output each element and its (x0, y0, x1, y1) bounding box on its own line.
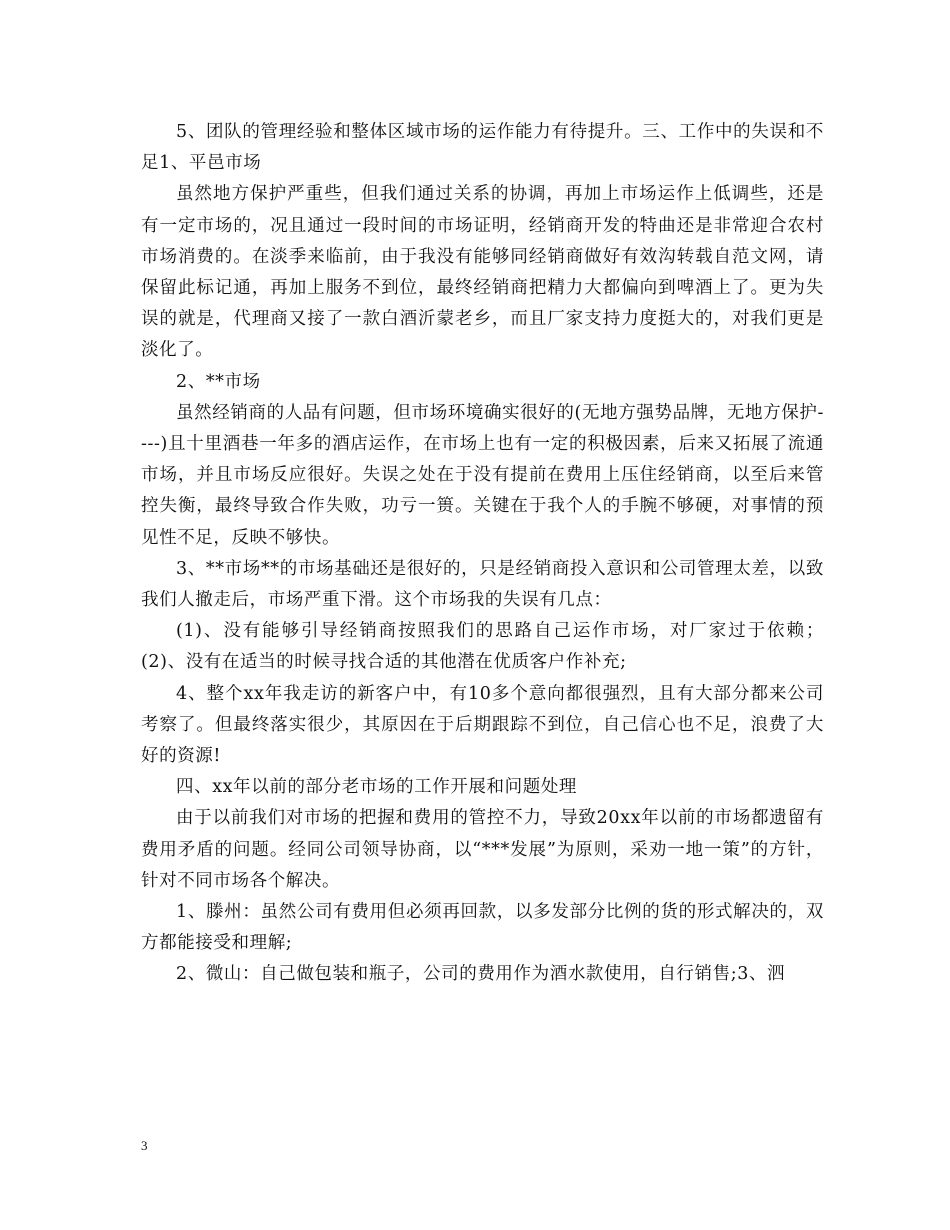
document-body (141, 117, 824, 991)
paragraph-market-3: 3、**市场**的市场基础还是很好的，只是经销商投入意识和公司管理太差，以致我们人撤走后，市场严重下滑。这个市场我的失误有几点： (141, 558, 824, 611)
paragraph-team-management: 5、团队的管理经验和整体区域市场的运作能力有待提升。三、工作中的失误和不足1、平邑市场 (141, 122, 824, 174)
section-heading-old-markets: 四、xx年以前的部分老市场的工作开展和问题处理 (176, 777, 578, 798)
paragraph-market-2: 虽然经销商的人品有问题，但市场环境确实很好的(无地方强势品牌，无地方保护----)且十里酒巷一年多的酒店运作，在市场上也有一定的积极因素，后来又拓展了流通市场，并且市场反应很好。失误之处在于没有提前在费用上压住经销商，以至后来管控失衡，最终导致合作失败，功亏一篑。关键在于我个人的手腕不够硬，对事情的预见性不足，反映不够快。 (141, 402, 824, 548)
paragraph-market-3-mistakes: (1)、没有能够引导经销商按照我们的思路自己运作市场，对厂家过于依赖；(2)、没有在适当的时候寻找合适的其他潜在优质客户作补充; (141, 621, 824, 673)
page-number: 3 (141, 1138, 148, 1153)
paragraph-tengzhou: 1、滕州：虽然公司有费用但必须再回款，以多发部分比例的货的形式解决的，双方都能接受和理解; (141, 902, 824, 954)
heading-market-2: 2、**市场 (176, 371, 261, 392)
paragraph-weishan: 2、微山：自己做包装和瓶子，公司的费用作为酒水款使用，自行销售;3、泗 (176, 964, 786, 985)
paragraph-new-customers: 4、整个xx年我走访的新客户中，有10多个意向都很强烈，且有大部分都来公司考察了。但最终落实很少，其原因在于后期跟踪不到位，自己信心也不足，浪费了大好的资源! (141, 683, 824, 767)
paragraph-cost-control: 由于以前我们对市场的把握和费用的管控不力，导致20xx年以前的市场都遗留有费用矛盾的问题。经同公司领导协商，以“***发展”为原则，采劝一地一策”的方针，针对不同市场各个解决。 (141, 808, 824, 891)
paragraph-pingyi-market: 虽然地方保护严重些，但我们通过关系的协调，再加上市场运作上低调些，还是有一定市场的，况且通过一段时间的市场证明，经销商开发的特曲还是非常迎合农村市场消费的。在淡季来临前，由于我没有能够同经销商做好有效沟转载自范文网，请保留此标记通，再加上服务不到位，最终经销商把精力大都偏向到啤酒上了。更为失误的就是，代理商又接了一款白酒沂蒙老乡，而且厂家支持力度挺大的，对我们更是淡化了。 (141, 184, 824, 361)
